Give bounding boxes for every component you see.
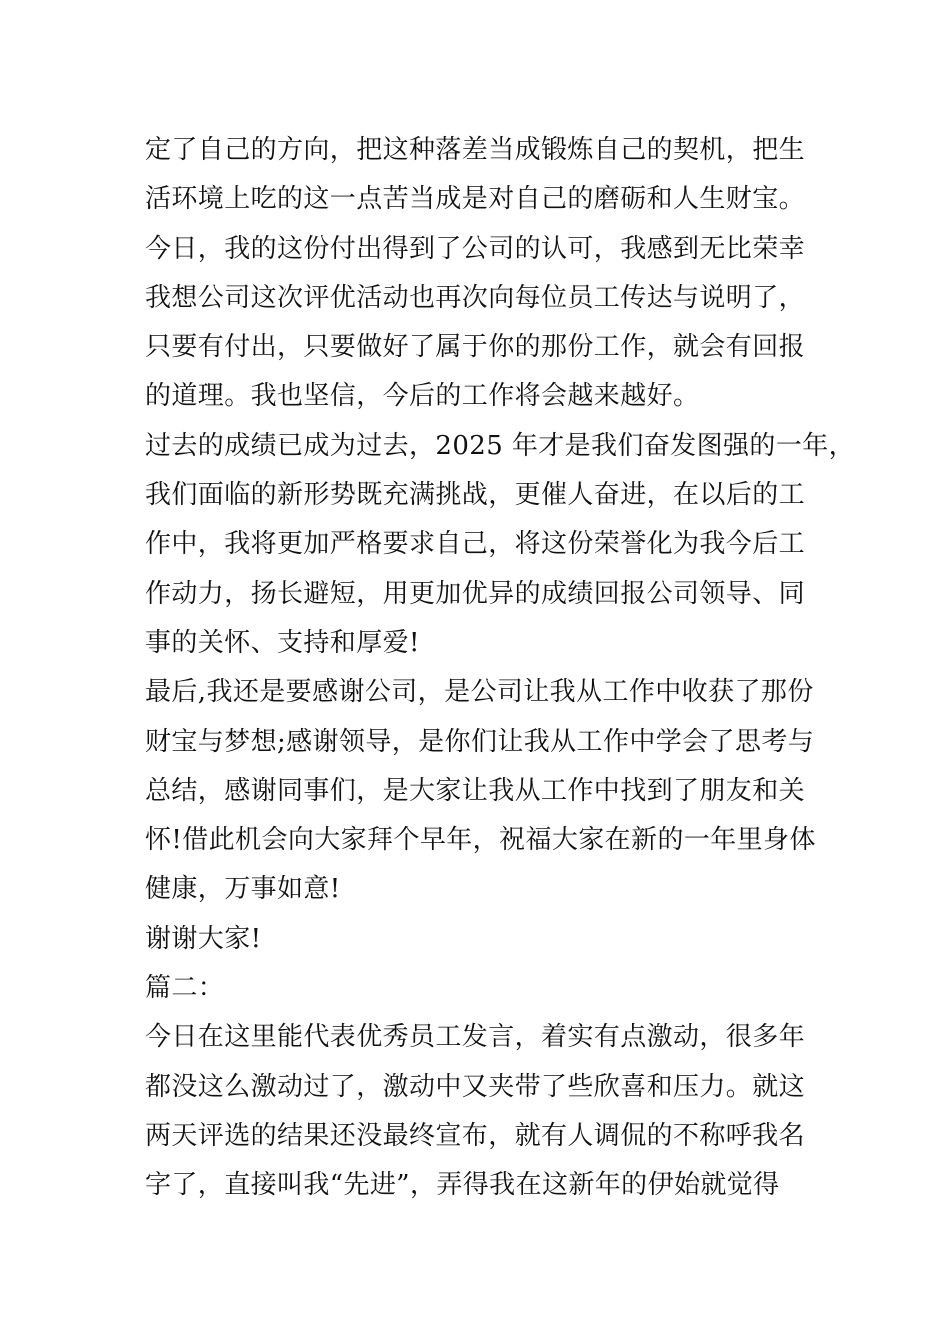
text-line: 定了自己的方向，把这种落差当成锻炼自己的契机，把生 (145, 135, 806, 165)
text-line: 两天评选的结果还没最终宣布，就有人调侃的不称呼我名 (145, 1120, 806, 1151)
text-line: 作中，我将更加严格要求自己，将这份荣誉化为我今后工 (145, 529, 806, 560)
text-line: 事的关怀、支持和厚爱! (145, 627, 420, 658)
text-line: 字了，直接叫我“先进”，弄得我在这新年的伊始就觉得 (145, 1170, 780, 1201)
text-line: 作动力，扬长避短，用更加优异的成绩回报公司领导、同 (145, 578, 806, 609)
text-line: 我想公司这次评优活动也再次向每位员工传达与说明了， (145, 282, 806, 313)
text-line: 最后,我还是要感谢公司，是公司让我从工作中收获了那份 (145, 677, 814, 708)
text-line: 谢谢大家! (145, 923, 262, 954)
text-line: 我们面临的新形势既充满挑战，更催人奋进，在以后的工 (145, 480, 806, 511)
text-line: 怀!借此机会向大家拜个早年，祝福大家在新的一年里身体 (145, 825, 816, 856)
text-line: 过去的成绩已成为过去，2025 年才是我们奋发图强的一年， (145, 430, 856, 461)
text-line: 的道理。我也坚信，今后的工作将会越来越好。 (145, 381, 700, 412)
text-line: 活环境上吃的这一点苦当成是对自己的磨砺和人生财宝。 (145, 184, 806, 215)
text-line: 健康，万事如意! (145, 874, 341, 905)
body-text (145, 126, 856, 1211)
section-heading: 篇二： (145, 973, 225, 1004)
text-line: 今日，我的这份付出得到了公司的认可，我感到无比荣幸 (145, 233, 806, 264)
text-line: 都没这么激动过了，激动中又夹带了些欣喜和压力。就这 (145, 1071, 806, 1102)
text-line: 今日在这里能代表优秀员工发言，着实有点激动，很多年 (145, 1022, 806, 1053)
text-line: 只要有付出，只要做好了属于你的那份工作，就会有回报 (145, 332, 806, 363)
text-line: 总结，感谢同事们，是大家让我从工作中找到了朋友和关 (145, 775, 806, 806)
text-line: 财宝与梦想;感谢领导，是你们让我从工作中学会了思考与 (145, 726, 815, 757)
